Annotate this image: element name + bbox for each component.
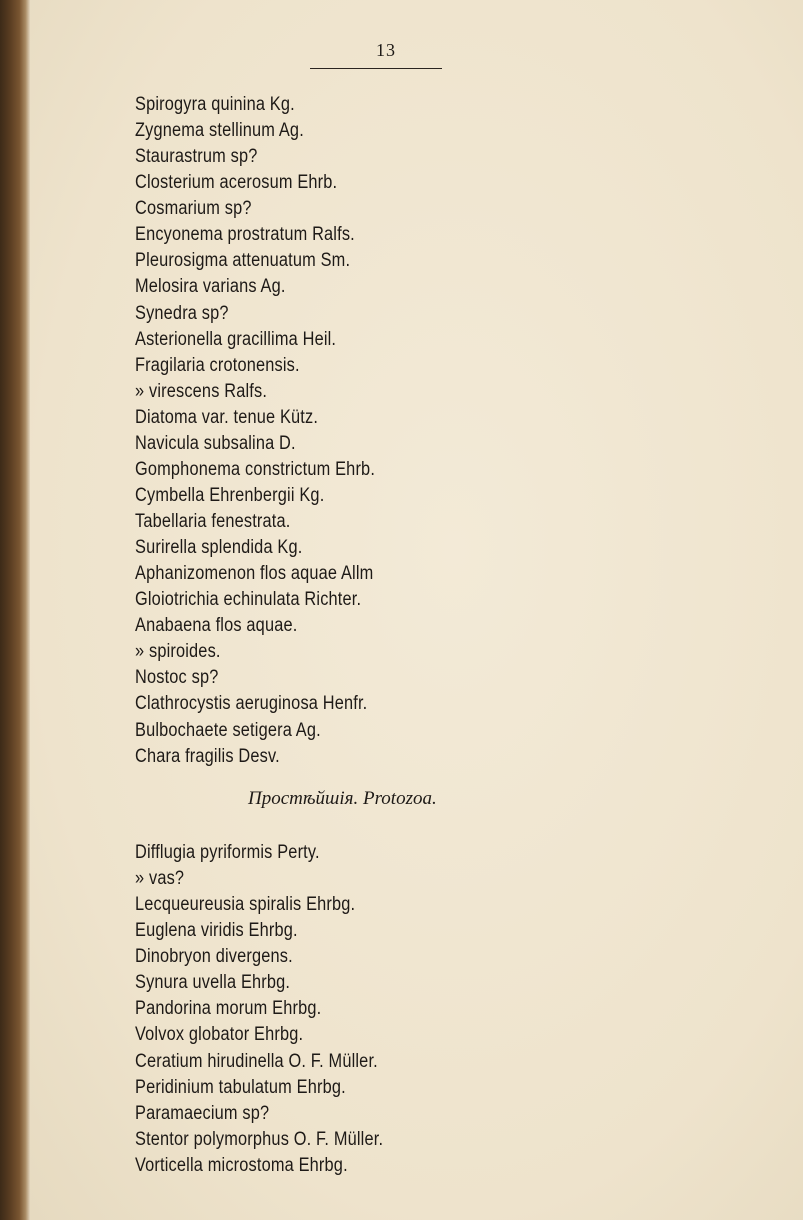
species-name: Fragilaria crotonensis. [135,354,300,376]
species-name: » vas? [135,868,185,890]
species-name: Synura uvella Ehrbg. [135,972,291,994]
page-number-rule [310,68,442,69]
species-name: » virescens Ralfs. [135,380,268,402]
species-name: Spirogyra quinina Kg. [135,94,295,115]
species-name: Zygnema stellinum Ag. [135,120,304,142]
species-name: Paramaecium sp? [135,1102,270,1124]
species-name: Anabaena flos aquae. [135,615,298,637]
species-name: Difflugia pyriformis Perty. [135,842,320,863]
species-name: Dinobryon divergens. [135,946,293,968]
page-number: 13 [376,40,396,60]
book-page [30,0,803,1220]
species-name: Vorticella microstoma Ehrbg. [135,1154,348,1176]
species-name: Navicula subsalina D. [135,432,296,454]
species-name: Aphanizomenon flos aquae Allm [135,563,374,585]
species-name: Peridinium tabulatum Ehrbg. [135,1076,346,1098]
species-name: Cymbella Ehrenbergii Kg. [135,484,325,506]
species-name: Gomphonema constrictum Ehrb. [135,458,376,480]
species-name: Staurastrum sp? [135,146,258,168]
species-name: » spiroides. [135,641,221,663]
species-name: Clathrocystis aeruginosa Henfr. [135,693,368,715]
species-name: Asterionella gracillima Heil. [135,328,337,350]
species-name: Euglena viridis Ehrbg. [135,920,298,942]
species-name: Volvox globator Ehrbg. [135,1024,304,1046]
species-name: Stentor polymorphus O. F. Müller. [135,1128,384,1150]
species-name: Synedra sp? [135,302,229,324]
species-name: Bulbochaete setigera Ag. [135,719,321,741]
species-name: Chara fragilis Desv. [135,745,280,767]
species-name: Melosira varians Ag. [135,276,286,298]
species-name: Surirella splendida Kg. [135,537,303,559]
species-name: Ceratium hirudinella O. F. Müller. [135,1050,378,1072]
species-name: Diatoma var. tenue Kütz. [135,406,319,428]
species-name: Closterium acerosum Ehrb. [135,172,338,194]
species-name: Gloiotrichia echinulata Richter. [135,589,362,611]
species-name: Nostoc sp? [135,667,219,689]
species-name: Lecqueureusia spiralis Ehrbg. [135,894,356,916]
species-name: Pandorina morum Ehrbg. [135,998,322,1020]
book-spine-shadow [0,0,30,1220]
species-name: Tabellaria fenestrata. [135,511,291,532]
species-name: Encyonema prostratum Ralfs. [135,224,355,246]
species-name: Pleurosigma attenuatum Sm. [135,250,351,272]
species-name: Cosmarium sp? [135,198,252,220]
section-heading-protozoa: Простѣйшія. Protozoa. [248,788,437,809]
